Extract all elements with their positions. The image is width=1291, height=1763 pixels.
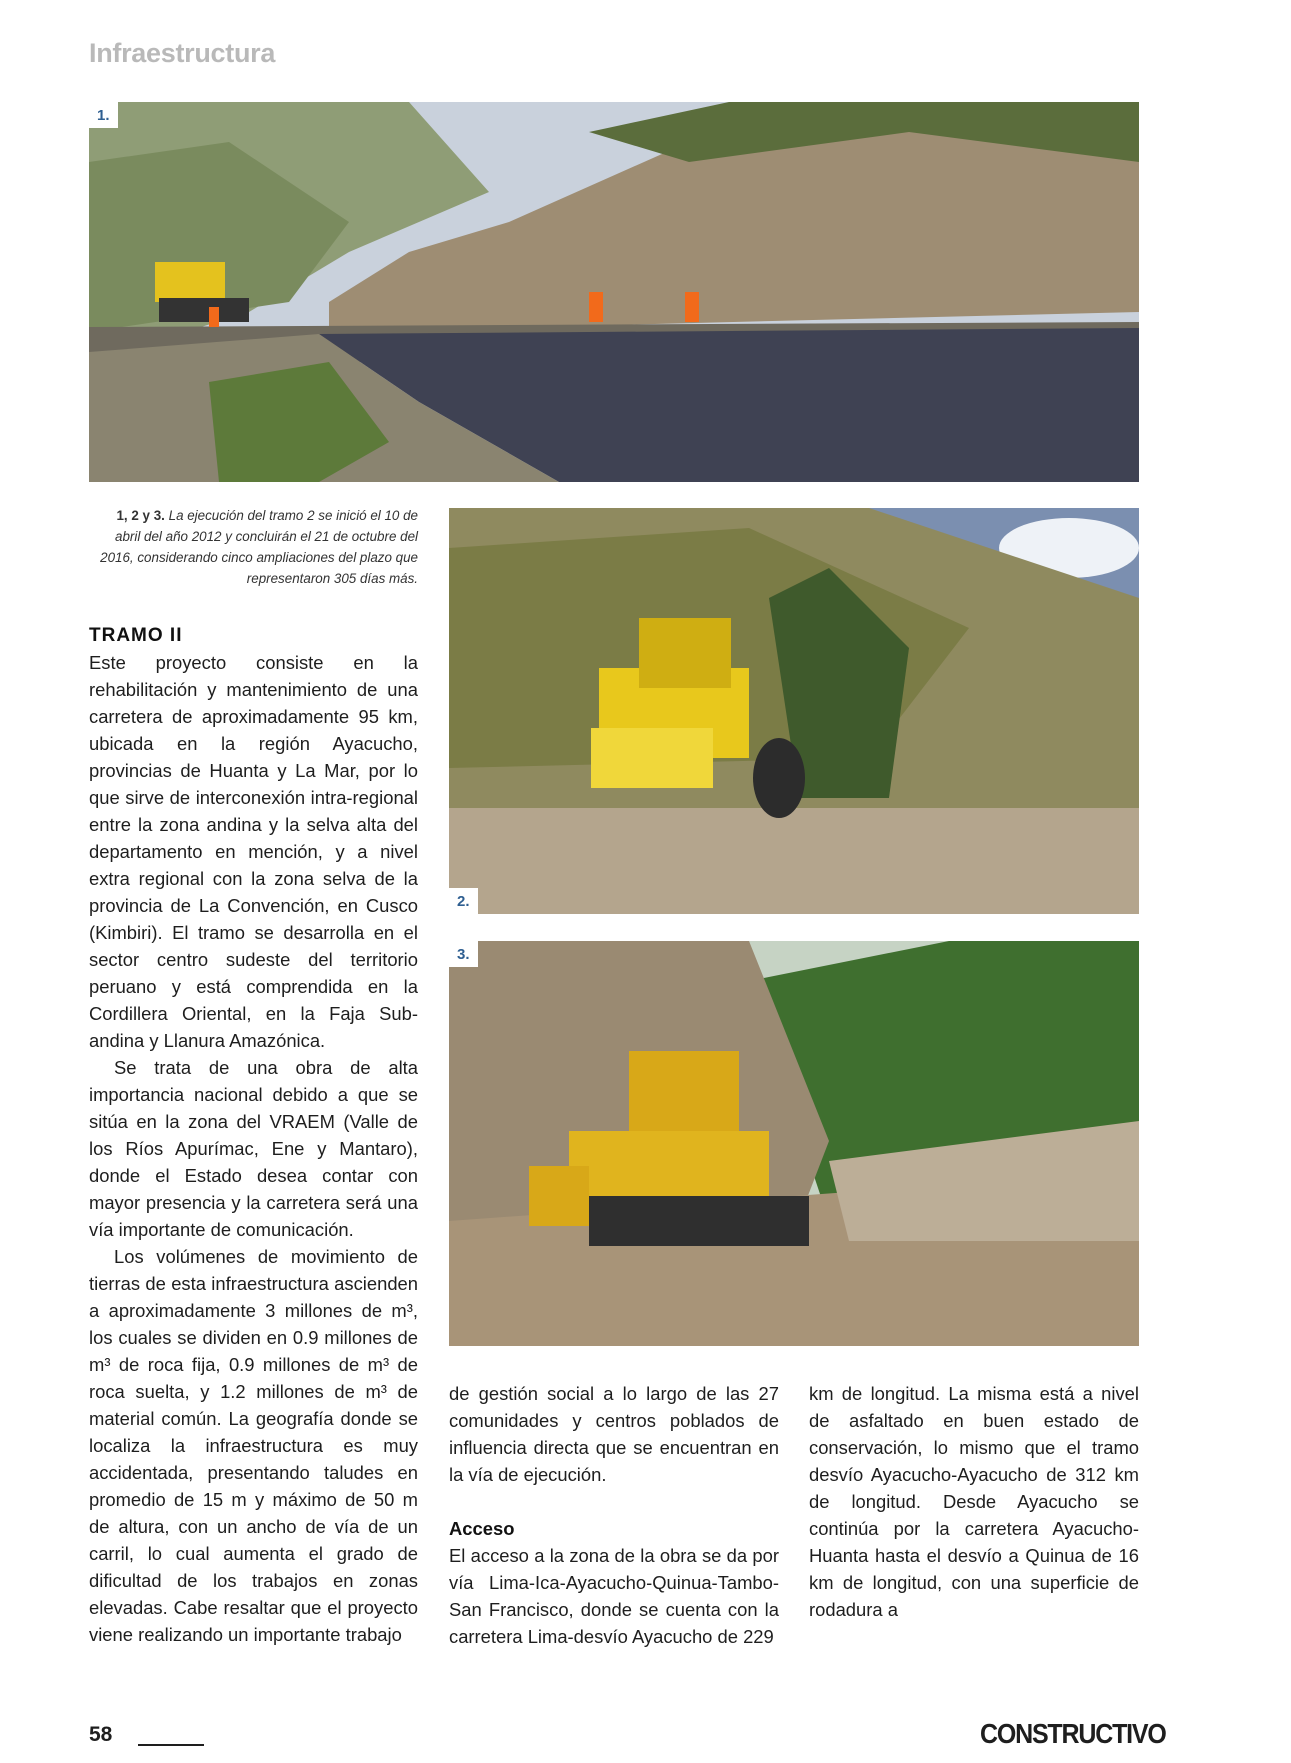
photo-bulldozer bbox=[449, 941, 1139, 1346]
page-number: 58 bbox=[89, 1723, 113, 1746]
article-column-2 bbox=[449, 1380, 779, 1650]
article-paragraph-2: Se trata de una obra de alta importancia nacional debido a que se sitúa en la zona del VRAEM (Valle de los Ríos Apurímac, Ene y Mantaro), donde el Estado desea contar con mayor presencia y la carretera será una vía importante de comunicación. bbox=[89, 1057, 418, 1240]
article-column-3 bbox=[809, 1380, 1139, 1623]
caption-prefix: 1, 2 y 3. bbox=[116, 508, 165, 523]
article-paragraph-3: Los volúmenes de movimiento de tierras de esta infraestructura ascienden a aproximadamente 3 millones de m³, los cuales se dividen en 0.9 millones de m³ de roca fija, 0.9 millones de m³ de roca suelta, y 1.2 millones de m³ de material común. La geografía donde se localiza la infraestructura es muy accidentada, presentando taludes en promedio de 15 m y máximo de 50 m de altura, con un ancho de vía de un carril, lo cual aumenta el grado de dificultad de los trabajos en zonas elevadas. Cabe resaltar que el proyecto viene realizando un importante trabajo bbox=[89, 1246, 418, 1645]
photo-caption bbox=[89, 505, 418, 589]
article-paragraph-4: El acceso a la zona de la obra se da por vía Lima-Ica-Ayacucho-Quinua-Tambo-San Francisco, donde se cuenta con la carretera Lima-desvío Ayacucho de 229 bbox=[449, 1545, 779, 1647]
article-heading: TRAMO II bbox=[89, 625, 183, 646]
caption-text: La ejecución del tramo 2 se inició el 10 de abril del año 2012 y concluirán el 21 de octubre del 2016, considerando cinco ampliaciones del plazo que representaron 305 días más. bbox=[100, 508, 418, 586]
magazine-brand: CONSTRUCTIVO bbox=[980, 1718, 1166, 1750]
photo-number-1: 1. bbox=[89, 102, 118, 128]
photo-number-3: 3. bbox=[449, 941, 478, 967]
article-paragraph-3-continued: de gestión social a lo largo de las 27 comunidades y centros poblados de influencia directa que se encuentran en la vía de ejecución. bbox=[449, 1383, 779, 1485]
article-paragraph-4-continued: km de longitud. La misma está a nivel de asfaltado en buen estado de conservación, lo mismo que el tramo desvío Ayacucho-Ayacucho de 312 km de longitud. Desde Ayacucho se continúa por la carretera Ayacucho-Huanta hasta el desvío a Quinua de 16 km de longitud, con una superficie de rodadura a bbox=[809, 1383, 1139, 1620]
photo-road-paving bbox=[89, 102, 1139, 482]
photo-road-roller bbox=[449, 508, 1139, 914]
section-title: Infraestructura bbox=[89, 38, 276, 68]
footer-rule bbox=[138, 1744, 204, 1746]
article-subheading: Acceso bbox=[449, 1518, 515, 1539]
article-column-1 bbox=[89, 622, 418, 1648]
photo-number-2: 2. bbox=[449, 888, 478, 914]
article-paragraph-1: Este proyecto consiste en la rehabilitación y mantenimiento de una carretera de aproximadamente 95 km, ubicada en la región Ayacucho, provincias de Huanta y La Mar, por lo que sirve de interconexión intra-regional entre la zona andina y la selva alta del departamento en mención, y a nivel extra regional con la zona selva de la provincia de La Convención, en Cusco (Kimbiri). El tramo se desarrolla en el sector centro sudeste del territorio peruano y está comprendida en la Cordillera Oriental, en la Faja Sub-andina y Llanura Amazónica. bbox=[89, 652, 418, 1051]
paragraph-gap bbox=[449, 1488, 779, 1515]
